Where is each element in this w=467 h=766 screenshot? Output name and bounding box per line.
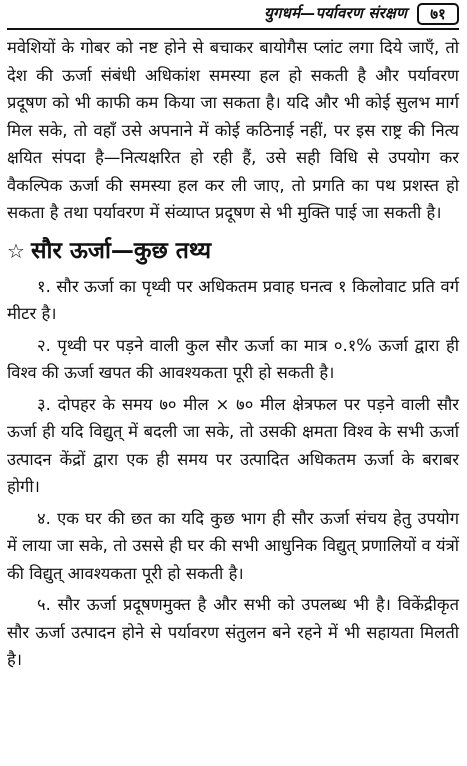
fact-item-4: ४. एक घर की छत का यदि कुछ भाग ही सौर ऊर्जा संचय हेतु उपयोग में लाया जा सके, तो उससे ही घर की सभी आधुनिक विद्युत् प्रणालियों व यंत्रों की विद्युत् आवश्यकता पूरी हो सकती है। [7,508,459,583]
intro-paragraph: मवेशियों के गोबर को नष्ट होने से बचाकर बायोगैस प्लांट लगा दिये जाएँ, तो देश की ऊर्जा संबंधी अधिकांश समस्या हल हो सकती है और पर्यावरण प्रदूषण को भी काफी कम किया जा सकता है। यदि और भी कोई सुलभ मार्ग मिल सके, तो वहाँ उसे अपनाने में कोई कठिनाई नहीं, पर इस राष्ट्र की नित्य क्षयित संपदा है—नित्यक्षरित हो रही हैं, उसे सही विधि से उपयोग कर वैकल्पिक ऊर्जा की समस्या हल कर ली जाए, तो प्रगति का पथ प्रशस्त हो सकता है तथा पर्यावरण में संव्याप्त प्रदूषण से भी मुक्ति पाई जा सकती है। [7,38,459,222]
star-icon: ☆ [7,238,25,263]
section-heading [7,235,459,267]
fact-item-5: ५. सौर ऊर्जा प्रदूषणमुक्त है और सभी को उपलब्ध भी है। विकेंद्रीकृत सौर ऊर्जा उत्पादन होने से पर्यावरण संतुलन बने रहने में भी सहायता मिलती है। [7,595,459,669]
fact-item-2: २. पृथ्वी पर पड़ने वाली कुल सौर ऊर्जा का मात्र ०.१% ऊर्जा द्वारा ही विश्व की ऊर्जा खपत की आवश्यकता पूरी हो सकती है। [7,335,459,382]
fact-item-1: १. सौर ऊर्जा का पृथ्वी पर अधिकतम प्रवाह घनत्व १ किलोवाट प्रति वर्ग मीटर है। [7,276,459,323]
header-rule [7,28,459,30]
page-number: ७१ [417,3,459,25]
running-title: युगधर्म—पर्यावरण संरक्षण [264,4,407,22]
fact-item-3: ३. दोपहर के समय ७० मील × ७० मील क्षेत्रफल पर पड़ने वाली सौर ऊर्जा ही यदि विद्युत् में बदली जा सके, तो उसकी क्षमता विश्व के सभी ऊर्जा उत्पादन केंद्रों द्वारा एक ही समय पर उत्पादित अधिकतम ऊर्जा के बराबर होगी। [7,394,459,496]
section-title: सौर ऊर्जा—कुछ तथ्य [30,237,212,264]
